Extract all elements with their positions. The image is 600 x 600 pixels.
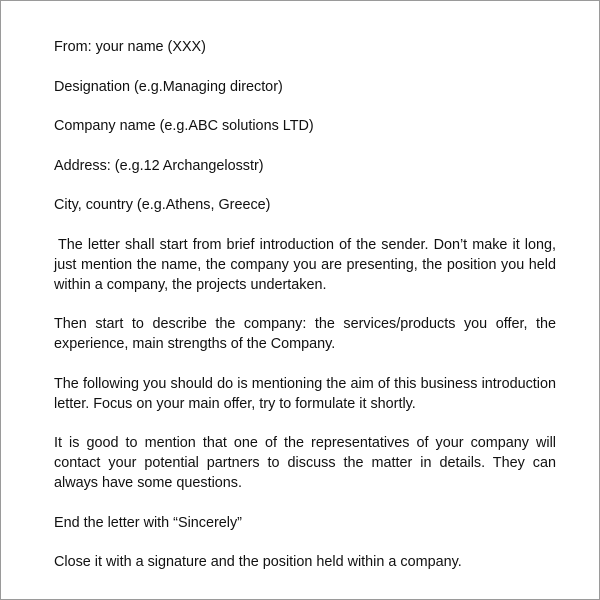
city-country-line: City, country (e.g.Athens, Greece) [54, 197, 271, 213]
letter-aim-paragraph: The following you should do is mentioning the aim of this business introduction letter. Focus on your main offer, try to formulate it shortly. [54, 375, 556, 412]
company-description-paragraph: Then start to describe the company: the services/products you offer, the experience, main strengths of the Company. [54, 316, 556, 352]
signature-instruction-paragraph: Close it with a signature and the position held within a company. [54, 554, 462, 570]
intro-paragraph: The letter shall start from brief introduction of the sender. Don’t make it long, just mention the name, the company you are presenting, the position you held within a company, the projects undertaken. [54, 236, 556, 293]
representative-contact-paragraph: It is good to mention that one of the representatives of your company will contact your potential partners to discuss the matter in details. They can always have some questions. [54, 435, 556, 491]
closing-instruction-paragraph: End the letter with “Sincerely” [54, 514, 242, 531]
sender-name-line: From: your name (XXX) [54, 39, 206, 55]
designation-line: Designation (e.g.Managing director) [54, 78, 283, 95]
company-name-line: Company name (e.g.ABC solutions LTD) [54, 118, 314, 134]
letter-body [54, 37, 556, 572]
address-line: Address: (e.g.12 Archangelosstr) [54, 157, 264, 174]
